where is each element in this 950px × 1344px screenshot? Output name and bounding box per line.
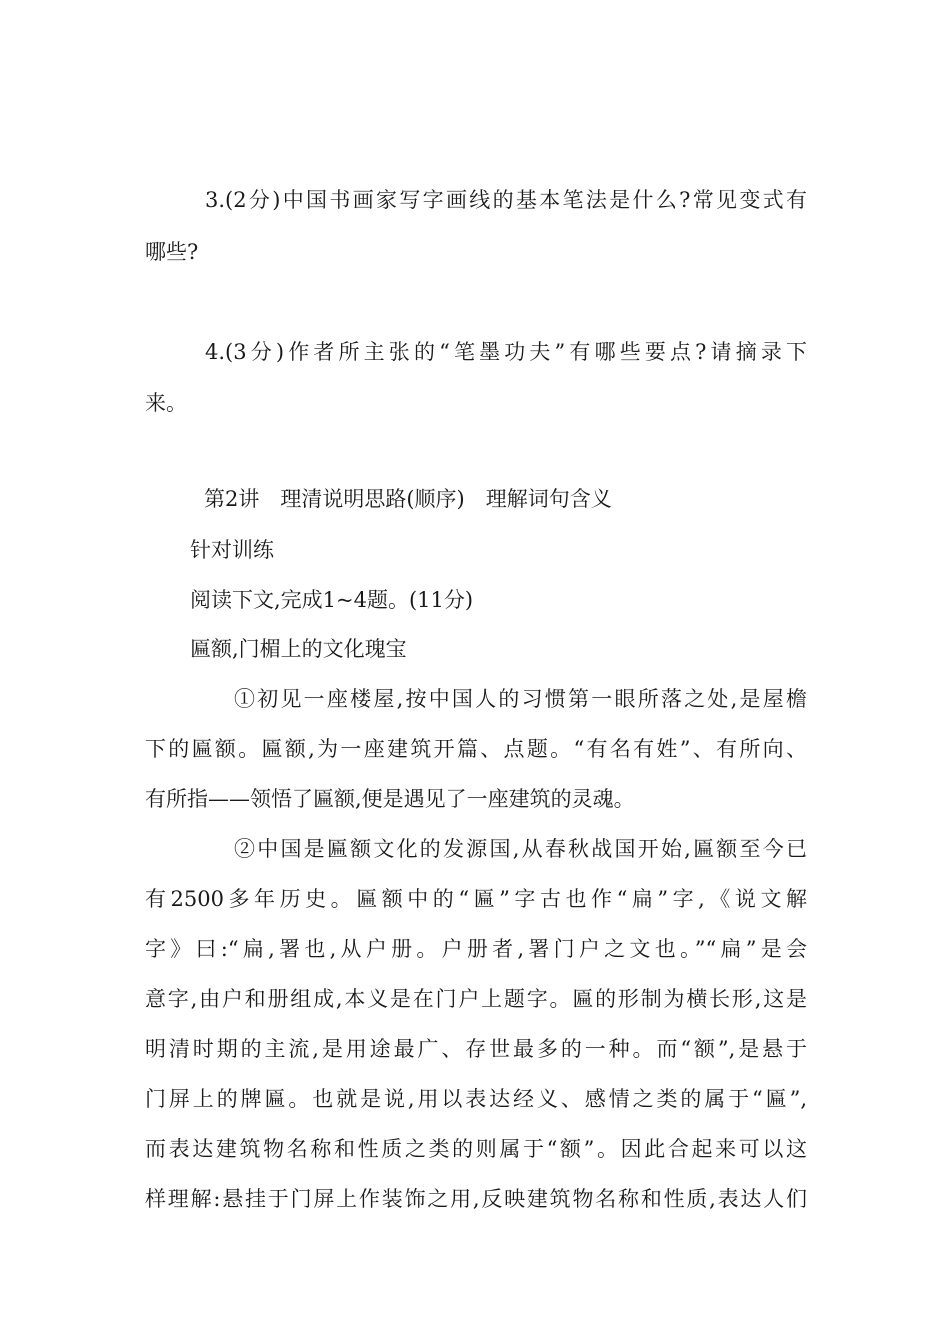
question-3-line-1: 3.(2分)中国书画家写字画线的基本笔法是什么?常见变式有: [205, 188, 807, 212]
training-label: [190, 540, 274, 561]
paragraph-line: 样理解:悬挂于门屏上作装饰之用,反映建筑物名称和性质,表达人们: [145, 1187, 807, 1211]
question-4-line-1: 4.(3分)作者所主张的“笔墨功夫”有哪些要点?请摘录下: [205, 340, 807, 364]
lesson-title-text: 第2讲 理清说明思路(顺序) 理解词句含义: [204, 487, 612, 511]
question-3: [145, 190, 807, 263]
training-label-text: 针对训练: [190, 538, 274, 562]
paragraph-line: 而表达建筑物名称和性质之类的则属于“额”。因此合起来可以这: [145, 1137, 807, 1161]
reading-instruction-text: 阅读下文,完成1~4题。(11分): [190, 588, 474, 612]
question-4-line-2: 来。: [145, 391, 187, 415]
article-paragraph-2: [145, 839, 807, 1210]
paragraph-line: 下的匾额。匾额,为一座建筑开篇、点题。“有名有姓”、有所向、: [145, 737, 807, 761]
article-title-text: 匾额,门楣上的文化瑰宝: [190, 637, 407, 661]
paragraph-line: 有2500多年历史。匾额中的“匾”字古也作“扁”字,《说文解: [145, 887, 807, 911]
article-title: [190, 639, 407, 660]
paragraph-line: 明清时期的主流,是用途最广、存世最多的一种。而“额”,是悬于: [145, 1037, 807, 1061]
lesson-title: [204, 489, 612, 510]
reading-instruction: [190, 590, 473, 611]
article-paragraph-1: [145, 689, 807, 810]
question-4: [145, 342, 807, 414]
paragraph-line: 字》曰:“扁,署也,从户册。户册者,署门户之文也。”“扁”是会: [145, 937, 807, 961]
paragraph-line: ②中国是匾额文化的发源国,从春秋战国开始,匾额至今已: [234, 837, 807, 861]
paragraph-line: ①初见一座楼屋,按中国人的习惯第一眼所落之处,是屋檐: [234, 687, 807, 711]
paragraph-line: 门屏上的牌匾。也就是说,用以表达经义、感情之类的属于“匾”,: [145, 1087, 807, 1111]
paragraph-line: 意字,由户和册组成,本义是在门户上题字。匾的形制为横长形,这是: [145, 987, 807, 1011]
question-3-line-2: 哪些?: [145, 240, 199, 264]
paragraph-line: 有所指——领悟了匾额,便是遇见了一座建筑的灵魂。: [145, 787, 635, 811]
